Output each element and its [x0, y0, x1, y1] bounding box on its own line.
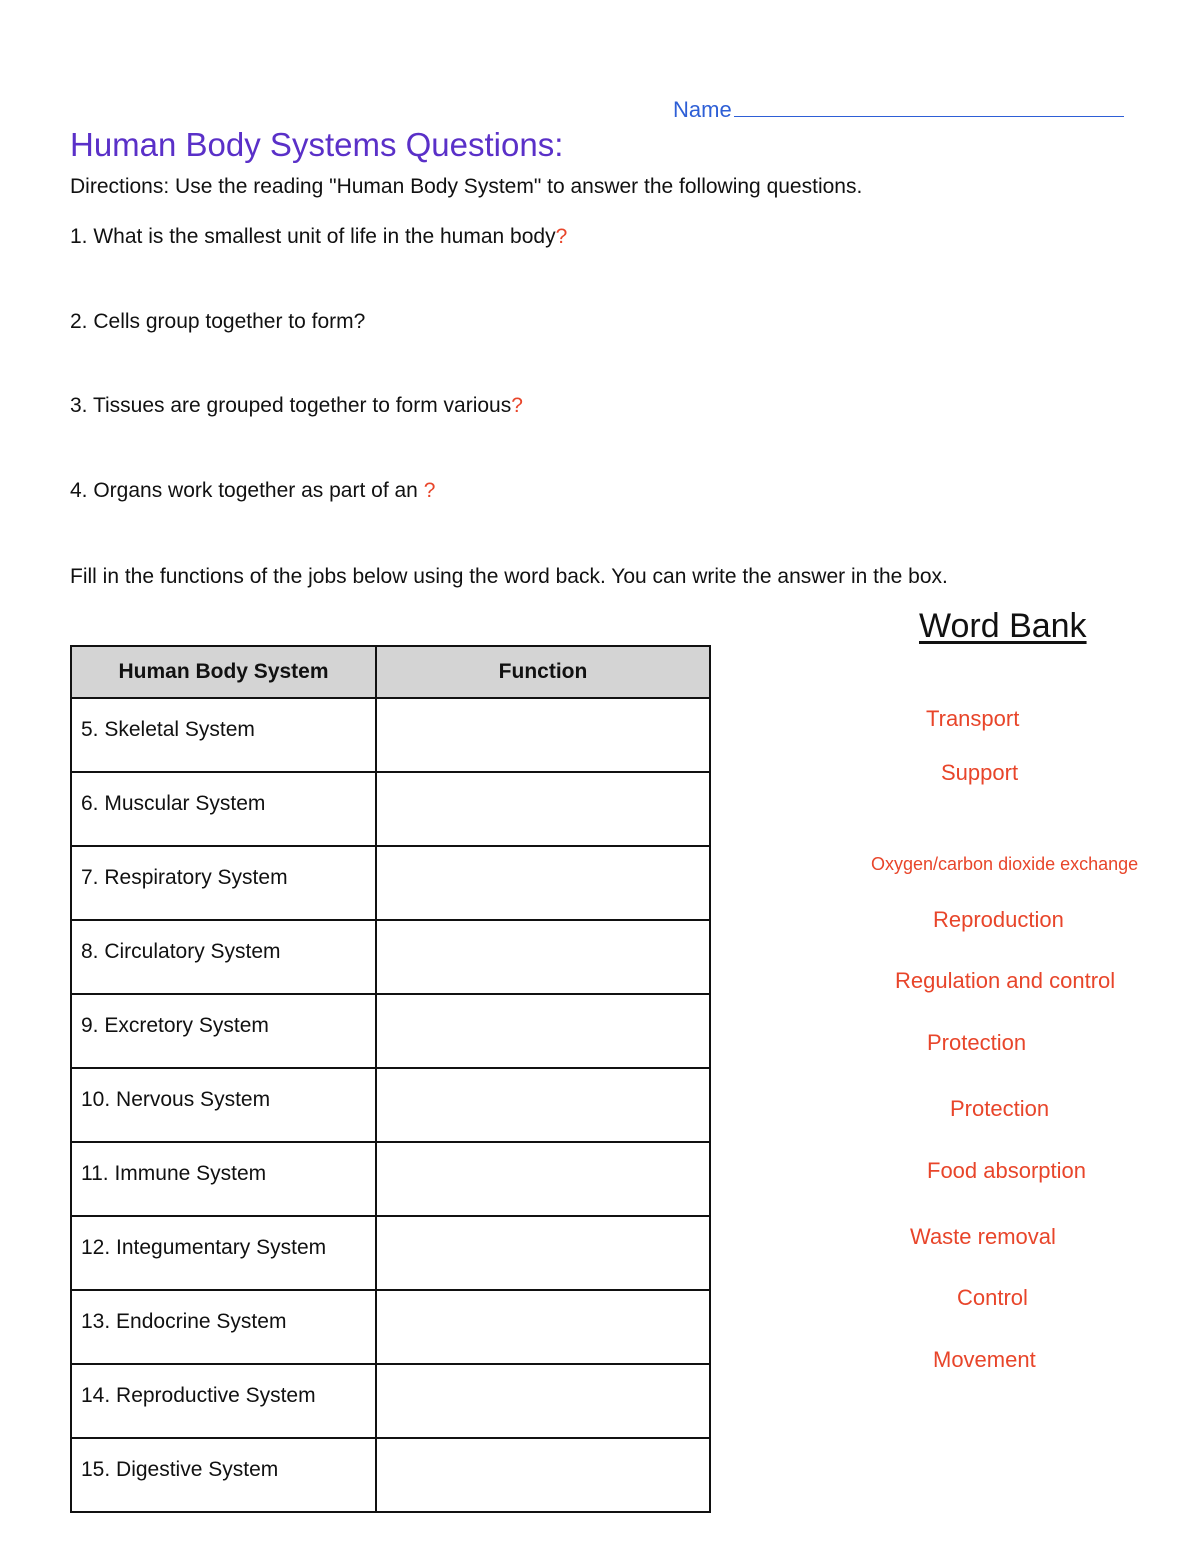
table-row: [71, 1142, 710, 1216]
system-cell: 6. Muscular System: [71, 772, 376, 846]
system-cell: 12. Integumentary System: [71, 1216, 376, 1290]
question-3: [70, 394, 523, 418]
word-bank-item: Reproduction: [933, 907, 1064, 932]
table-row: [71, 994, 710, 1068]
function-answer-cell[interactable]: [376, 1438, 710, 1512]
word-bank-item: Regulation and control: [895, 968, 1116, 993]
word-bank-item: Oxygen/carbon dioxide exchange: [871, 854, 1139, 874]
system-cell: 13. Endocrine System: [71, 1290, 376, 1364]
table-row: [71, 1068, 710, 1142]
page-title: Human Body Systems Questions:: [70, 126, 564, 163]
table-row: [71, 1364, 710, 1438]
name-blank-line[interactable]: [734, 96, 1124, 117]
table-row: [71, 920, 710, 994]
fill-in-instruction: Fill in the functions of the jobs below using the word back. You can write the answer in the box.: [70, 565, 948, 588]
name-field[interactable]: [673, 96, 1124, 123]
function-answer-cell[interactable]: [376, 772, 710, 846]
question-1: [70, 225, 567, 249]
name-label: Name: [673, 97, 732, 122]
question-4: [70, 479, 435, 503]
question-mark: ?: [423, 479, 436, 502]
word-bank-item: Transport: [926, 706, 1020, 731]
word-bank-item: Control: [957, 1285, 1028, 1310]
table-row: [71, 1290, 710, 1364]
header-function: Function: [376, 646, 710, 698]
system-cell: 14. Reproductive System: [71, 1364, 376, 1438]
system-cell: 5. Skeletal System: [71, 698, 376, 772]
function-answer-cell[interactable]: [376, 1142, 710, 1216]
word-bank-item: Movement: [933, 1347, 1036, 1372]
system-cell: 9. Excretory System: [71, 994, 376, 1068]
question-mark: ?: [555, 225, 568, 248]
word-bank-title: Word Bank: [919, 607, 1087, 645]
question-text: 4. Organs work together as part of an: [70, 479, 424, 502]
system-cell: 8. Circulatory System: [71, 920, 376, 994]
question-text: 2. Cells group together to form?: [70, 310, 366, 333]
table-header-row: [71, 646, 710, 698]
table-row: [71, 1438, 710, 1512]
system-cell: 11. Immune System: [71, 1142, 376, 1216]
function-answer-cell[interactable]: [376, 1364, 710, 1438]
table-row: [71, 698, 710, 772]
function-answer-cell[interactable]: [376, 1068, 710, 1142]
system-cell: 10. Nervous System: [71, 1068, 376, 1142]
question-text: 3. Tissues are grouped together to form various: [70, 394, 512, 417]
system-cell: 7. Respiratory System: [71, 846, 376, 920]
word-bank-item: Food absorption: [927, 1158, 1086, 1183]
systems-table: [70, 645, 711, 1513]
system-cell: 15. Digestive System: [71, 1438, 376, 1512]
function-answer-cell[interactable]: [376, 698, 710, 772]
question-text: 1. What is the smallest unit of life in the human body: [70, 225, 556, 248]
function-answer-cell[interactable]: [376, 1290, 710, 1364]
word-bank-item: Support: [941, 760, 1019, 785]
function-answer-cell[interactable]: [376, 994, 710, 1068]
word-bank-item: Protection: [950, 1096, 1050, 1121]
table-row: [71, 772, 710, 846]
header-system: Human Body System: [71, 646, 376, 698]
function-answer-cell[interactable]: [376, 846, 710, 920]
word-bank-item: Waste removal: [910, 1224, 1056, 1249]
function-answer-cell[interactable]: [376, 1216, 710, 1290]
table-row: [71, 846, 710, 920]
question-mark: ?: [511, 394, 523, 417]
question-2: [70, 310, 365, 334]
table-row: [71, 1216, 710, 1290]
function-answer-cell[interactable]: [376, 920, 710, 994]
word-bank-item: Protection: [927, 1030, 1027, 1055]
directions-text: Directions: Use the reading "Human Body System" to answer the following questions.: [70, 175, 863, 198]
